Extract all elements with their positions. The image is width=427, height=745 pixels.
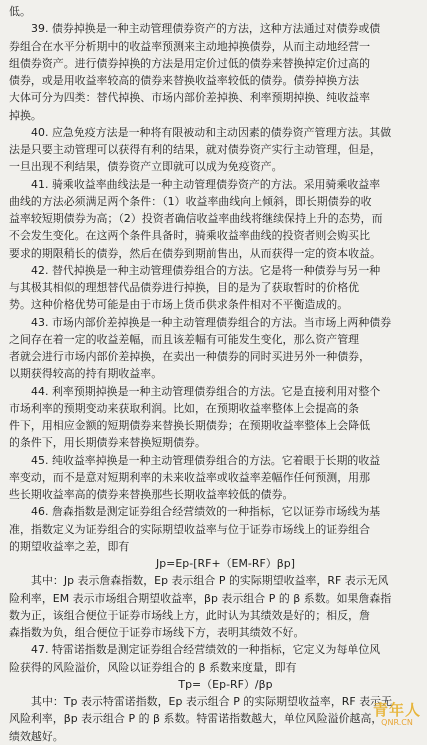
text-line: 法是只要主动管理可以获得有利的结果，就对债券资产实行主动管理，但是，	[9, 143, 381, 156]
text-line: 益率较短期债券为高；（2）投资者确信收益率曲线将继续保持上升的态势，而	[9, 212, 383, 225]
text-line: 42. 替代掉换是一种主动管理债券组合的方法。它是将一种债券与另一种	[31, 263, 381, 277]
watermark-domain: QNR.CN	[381, 718, 413, 727]
jensen-formula: Jp=Ep-[RF+（EM-RF）βp]	[155, 557, 296, 570]
text-line: 46. 詹森指数是测定证券组合经营绩效的一种指标，它以证券市场线为基	[31, 505, 381, 519]
text-line: 绩效越好。	[9, 729, 64, 743]
text-line: 准，指数定义为证券组合的实际期望收益率与位于证券市场线上的证券组合	[9, 522, 371, 536]
text-line: 些长期收益率高的债券来替换那些长期收益率较低的债券。	[9, 488, 294, 501]
text-line: 风险利率，βp 表示组合 P 的 β 系数。特雷诺指数越大，单位风险溢价越高，	[9, 712, 383, 726]
text-line: 要求的期限稍长的债券，然后在债券到期前售出，从而获得一定的资本收益。	[9, 246, 381, 260]
text-line: 债券，或是用收益率较高的债券来替换收益率较低的债券。债券掉换方法	[9, 74, 360, 87]
text-line: 曲线的方法必须满足两个条件：（1）收益率曲线向上倾斜，即长期债券的收	[9, 194, 372, 208]
text-line: 之间存在着一定的收益差幅，而且该差幅有可能发生变化，那么资产管理	[9, 332, 360, 346]
text-line: 40. 应急免疫方法是一种将有限被动和主动因素的债券资产管理方法。其做	[31, 125, 392, 139]
text-line: 其中：Tp 表示特雷诺指数，Ep 表示组合 P 的实际期望收益率，RF 表示无	[31, 695, 393, 708]
treynor-formula: Tp=（Ep-RF）/βp	[178, 677, 273, 691]
text-line: 森指数为负，组合便位于证券市场线下方，表明其绩效不好。	[9, 626, 305, 639]
text-line: 以期获得较高的持有期收益率。	[9, 367, 163, 381]
watermark-logo	[373, 703, 421, 727]
text-line: 势。这种价格优势可能是由于市场上货币供求条件相对不平衡造成的。	[9, 298, 349, 312]
text-line: 大体可分为四类：替代掉换、市场内部价差掉换、利率预期掉换、纯收益率	[9, 91, 371, 105]
text-line: 的条件下，用长期债券来替换短期债券。	[9, 436, 206, 450]
text-line: 者就会进行市场内部价差掉换，在卖出一种债券的同时买进另外一种债券，	[9, 350, 371, 363]
text-line: 数为正，该组合便位于证券市场线上方，此时认为其绩效是好的；相反，詹	[9, 608, 371, 622]
text-line: 组债券资产。进行债券掉换的方法是用定价过低的债券来替换掉定价过高的	[9, 56, 371, 70]
text-line: 一旦出现不利结果，债券资产立即就可以成为免疫资产。	[9, 160, 283, 174]
text-line: 44. 利率预期掉换是一种主动管理债券组合的方法。它是直接利用对整个	[31, 384, 381, 398]
text-line: 47. 特雷诺指数是测定证券组合经营绩效的一种指标，它定义为每单位风	[31, 643, 381, 657]
text-line: 45. 纯收益率掉换是一种主动管理债券组合的方法。它着眼于长期的收益	[31, 453, 381, 467]
text-line: 险利率，EM 表示市场组合期望收益率，βp 表示组合 P 的 β 系数。如果詹森指	[9, 591, 392, 605]
watermark-text: 青年人	[372, 701, 421, 719]
text-line: 掉换。	[9, 108, 42, 122]
text-line: 41. 骑乘收益率曲线法是一种主动管理债券资产的方法。采用骑乘收益率	[31, 177, 381, 191]
text-line: 与其极其相似的理想替代品债券进行掉换，目的是为了获取暂时的价格优	[9, 281, 360, 294]
text-line: 低。	[9, 5, 31, 18]
text-line: 件下，用相应金额的短期债券来替换长期债券；在预期收益率整体上会降低	[9, 419, 371, 432]
text-line: 的期望收益率之差，即有	[9, 539, 130, 553]
text-line: 43. 市场内部价差掉换是一种主动管理债券组合的方法。当市场上两种债券	[31, 315, 392, 329]
text-line: 不会发生变化。在这两个条件具备时，骑乘收益率曲线的投资者则会购买比	[9, 229, 371, 243]
text-line: 险获得的风险溢价，风险以证券组合的 β 系数来度量，即有	[9, 660, 297, 674]
text-line: 率变动，而不是意对短期利率的未来收益率或收益率差幅作任何预测，用那	[9, 470, 371, 484]
text-line: 市场利率的预期变动来获取利润。比如，在预期收益率整体上会提高的条	[9, 401, 360, 415]
text-line: 券组合在水平分析期中的收益率预测来主动地掉换债券，从而主动地经营一	[9, 39, 371, 53]
text-line: 39. 债券掉换是一种主动管理债券资产的方法，这种方法通过对债券或债	[31, 22, 381, 36]
text-line: 其中：Jp 表示詹森指数，Ep 表示组合 P 的实际期望收益率，RF 表示无风	[31, 574, 389, 588]
